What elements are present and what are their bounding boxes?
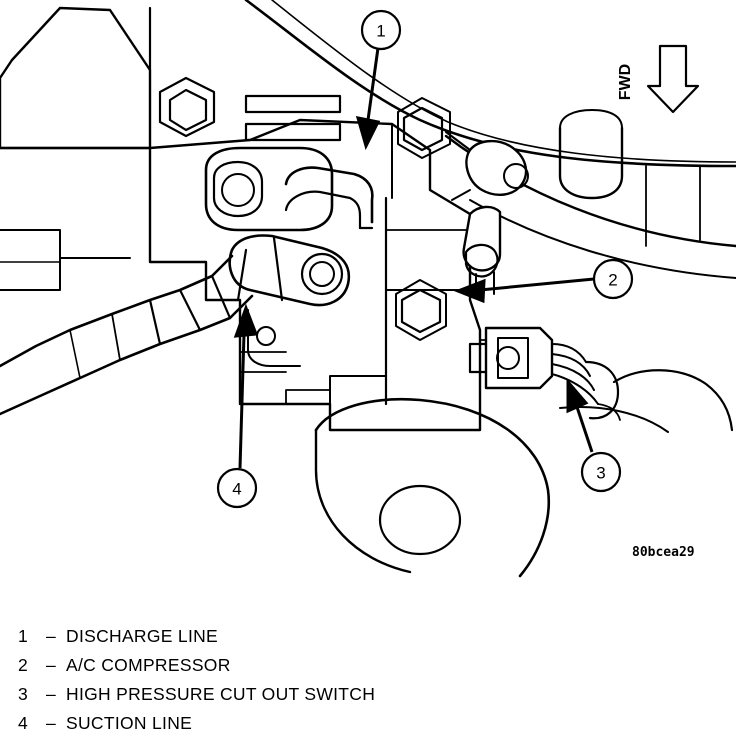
figure-code: 80bcea29 (632, 545, 695, 560)
legend-item-number: 2 (18, 655, 29, 675)
legend-item-label: A/C COMPRESSOR (66, 655, 231, 675)
legend-item (18, 680, 718, 709)
figure-legend (18, 622, 718, 738)
callout-label-4: 4 (232, 479, 242, 499)
legend-item (18, 709, 718, 738)
legend-item-label: HIGH PRESSURE CUT OUT SWITCH (66, 684, 376, 704)
legend-item-label: DISCHARGE LINE (66, 626, 219, 646)
legend-item-dash: – (45, 684, 57, 704)
legend-item (18, 622, 718, 651)
legend-item-number: 3 (18, 684, 29, 704)
legend-item-dash: – (45, 626, 57, 646)
legend-item-label: SUCTION LINE (66, 713, 193, 733)
legend-item-number: 4 (18, 713, 29, 733)
fwd-label: FWD (617, 63, 634, 101)
legend-item-dash: – (45, 655, 57, 675)
callout-label-2: 2 (608, 270, 618, 290)
legend-item-dash: – (45, 713, 57, 733)
legend-item (18, 651, 718, 680)
callout-label-3: 3 (596, 463, 606, 483)
legend-item-number: 1 (18, 626, 29, 646)
fwd-arrow-group (648, 46, 698, 112)
callout-label-1: 1 (376, 21, 386, 41)
